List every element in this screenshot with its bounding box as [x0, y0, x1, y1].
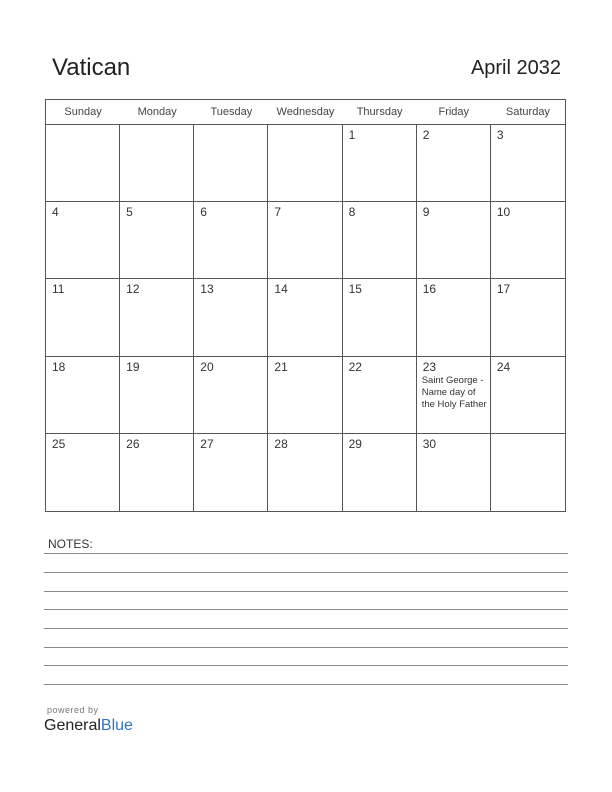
notes-line: [44, 553, 568, 554]
day-cell-30: [417, 434, 491, 511]
day-number: 13: [200, 282, 214, 297]
day-number: 26: [126, 436, 140, 451]
day-number: 4: [52, 205, 59, 220]
day-cell-3: [491, 125, 565, 202]
country-title: Vatican: [52, 54, 131, 81]
day-cell-21: [268, 357, 342, 434]
day-cell-23: [417, 357, 491, 434]
day-cell-11: [46, 279, 120, 356]
day-cell-8: [343, 202, 417, 279]
notes-line: [44, 628, 568, 629]
day-cell-5: [120, 202, 194, 279]
day-number: 2: [422, 128, 430, 142]
brand-logo: [44, 717, 133, 735]
brand-name-blue: Blue: [100, 717, 133, 734]
weekday-friday: Friday: [438, 106, 470, 118]
day-number: 23: [422, 359, 437, 374]
day-number: 25: [52, 436, 66, 451]
weekday-monday: Monday: [137, 106, 177, 118]
day-cell-26: [120, 434, 194, 511]
day-cell-15: [343, 279, 417, 356]
day-number: 5: [126, 205, 133, 220]
notes-line: [44, 609, 568, 610]
day-cell-13: [194, 279, 268, 356]
day-number: 1: [348, 128, 356, 142]
day-cell-10: [491, 202, 565, 279]
day-cell-29: [343, 434, 417, 511]
day-cell-7: [268, 202, 342, 279]
day-number: 8: [348, 205, 356, 220]
day-number: 22: [348, 359, 362, 374]
day-number: 27: [200, 436, 214, 451]
notes-line: [44, 684, 568, 685]
day-cell-22: [343, 357, 417, 434]
day-cell-empty: [491, 434, 565, 511]
calendar: [45, 99, 566, 512]
weekday-wednesday: Wednesday: [276, 106, 335, 118]
day-cell-empty: [268, 125, 342, 202]
day-cell-19: [120, 357, 194, 434]
day-cell-empty: [194, 125, 268, 202]
day-cell-empty: [120, 125, 194, 202]
day-number: 14: [274, 282, 288, 297]
day-number: 18: [52, 359, 66, 374]
notes-line: [44, 665, 568, 666]
day-number: 15: [348, 282, 362, 297]
weekday-header: [46, 100, 565, 125]
day-cell-16: [417, 279, 491, 356]
weekday-saturday: Saturday: [505, 106, 550, 118]
day-grid: [46, 125, 565, 511]
day-cell-9: [417, 202, 491, 279]
day-cell-14: [268, 279, 342, 356]
day-cell-27: [194, 434, 268, 511]
day-number: 24: [496, 359, 511, 374]
day-cell-24: [491, 357, 565, 434]
day-cell-2: [417, 125, 491, 202]
day-number: 12: [126, 282, 140, 297]
day-number: 9: [422, 205, 430, 220]
powered-by: powered by: [47, 705, 99, 715]
day-number: 17: [496, 282, 511, 297]
day-number: 6: [200, 205, 207, 220]
day-cell-20: [194, 357, 268, 434]
day-number: 19: [126, 359, 140, 374]
day-cell-6: [194, 202, 268, 279]
day-number: 20: [200, 359, 214, 374]
day-number: 16: [422, 282, 437, 297]
notes-line: [44, 591, 568, 592]
day-number: 7: [274, 205, 282, 220]
notes-line: [44, 572, 568, 573]
day-cell-18: [46, 357, 120, 434]
weekday-thursday: Thursday: [356, 106, 403, 118]
day-cell-12: [120, 279, 194, 356]
day-number: 29: [348, 436, 362, 451]
brand-name-general: General: [44, 717, 101, 734]
notes-label: NOTES:: [48, 537, 93, 551]
day-cell-25: [46, 434, 120, 511]
day-number: 21: [274, 359, 288, 374]
day-cell-17: [491, 279, 565, 356]
day-cell-28: [268, 434, 342, 511]
day-cell-empty: [46, 125, 120, 202]
notes-line: [44, 647, 568, 648]
day-number: 11: [52, 282, 65, 297]
day-number: 28: [274, 436, 288, 451]
day-number: 10: [496, 205, 511, 220]
weekday-sunday: Sunday: [64, 106, 102, 118]
day-number: 3: [496, 128, 504, 142]
month-title: April 2032: [470, 57, 561, 79]
day-cell-1: [343, 125, 417, 202]
holiday-event: Saint George - Name day of the Holy Father: [421, 374, 487, 410]
day-number: 30: [422, 436, 437, 451]
weekday-tuesday: Tuesday: [210, 106, 253, 118]
day-cell-4: [46, 202, 120, 279]
